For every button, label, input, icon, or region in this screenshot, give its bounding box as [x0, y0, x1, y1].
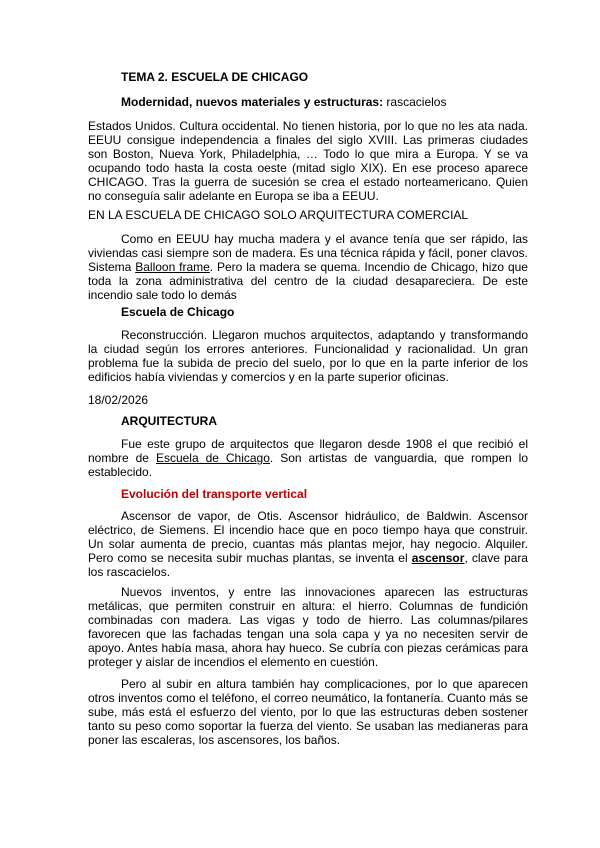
- balloon-paragraph: [88, 232, 528, 302]
- text-run: , clave para los rascacielos.: [88, 551, 528, 579]
- subtitle-rest: rascacielos: [383, 95, 447, 109]
- reconstruccion-paragraph: Reconstrucción. Llegaron muchos arquitectos, adaptando y transformando la ciudad según los errores anteriores. Funcionalidad y racionalidad. Un gran problema fue la subida de precio del suelo, por lo que en la parte inferior de los edificios había viviendas y comercios y en la parte superior oficinas.: [88, 328, 528, 384]
- intro-paragraph: Estados Unidos. Cultura occidental. No tienen historia, por lo que no les ata nada. EEUU consigue independencia a finales del siglo XVIII. Las primeras ciudades son Boston, Nueva York, Philadelphia, … Todo lo que mira a Europa. Y se va ocupando todo hasta la costa oeste (mitad siglo XIX). En ese proceso aparece CHICAGO. Tras la guerra de sucesión se crea el estado norteamericano. Quien no conseguía salir adelante en Europa se iba a EEUU.: [88, 119, 528, 203]
- date-text: 18/02/2026: [88, 393, 149, 407]
- escuela-chicago-link[interactable]: Escuela de Chicago: [155, 451, 270, 465]
- document-title: TEMA 2. ESCUELA DE CHICAGO: [121, 70, 309, 84]
- heading-arquitectura: ARQUITECTURA: [121, 414, 217, 428]
- text-run: . Pero la madera se quema. Incendio de Chicago, hizo que toda la zona administrativa del centro de la ciudad desapareciera. De este incendio sale todo lo demás: [88, 260, 528, 302]
- subtitle-bold: Modernidad, nuevos materiales y estructuras:: [121, 95, 384, 109]
- heading-escuela: Escuela de Chicago: [121, 305, 235, 319]
- grupo-paragraph: [88, 437, 528, 479]
- ascensor-paragraph: [88, 509, 528, 579]
- caps-line: EN LA ESCUELA DE CHICAGO SOLO ARQUITECTURA COMERCIAL: [88, 208, 469, 222]
- text-run: Fue este grupo de arquitectos que llegaron desde 1908 el que recibió el nombre de: [88, 437, 528, 465]
- inventos-paragraph: Nuevos inventos, y entre las innovaciones aparecen las estructuras metálicas, que permiten construir en altura: el hierro. Columnas de fundición combinadas con madera. Las vigas y todo de hierro. Las columnas/pilares favorecen que las fachadas tengan una sola capa y ya no necesiten servir de apoyo. Antes había masa, ahora hay hueco. Se cubría con piezas cerámicas para proteger y aislar de incendios el elemento en cuestión.: [88, 585, 528, 669]
- altura-paragraph: Pero al subir en altura también hay complicaciones, por lo que aparecen otros inventos como el teléfono, el correo neumático, la fontanería. Cuanto más se sube, más está el esfuerzo del viento, por lo que las estructuras deben sostener tanto su peso como soportar la fuerza del viento. Se usaban las medianeras para poner las escaleras, los ascensores, los baños.: [88, 677, 528, 747]
- text-run: . Son artistas de vanguardia, que rompen lo establecido.: [88, 451, 529, 479]
- heading-evolucion: Evolución del transporte vertical: [121, 487, 308, 501]
- ascensor-keyword: ascensor: [411, 551, 465, 565]
- balloon-frame-link[interactable]: Balloon frame: [135, 260, 210, 274]
- text-run: Como en EEUU hay mucha madera y el avance tenía que ser rápido, las viviendas casi siempre son de madera. Es una técnica rápida y fácil, poner clavos. Sistema: [88, 232, 528, 274]
- section-subtitle: [121, 95, 528, 109]
- text-run: Ascensor de vapor, de Otis. Ascensor hidráulico, de Baldwin. Ascensor eléctrico, de Siemens. El incendio hace que en poco tiempo haya que construir. Un solar aumenta de precio, cuantas más plantas mejor, hay negocio. Alquiler. Pero como se necesita subir muchas plantas, se inventa el: [88, 509, 528, 565]
